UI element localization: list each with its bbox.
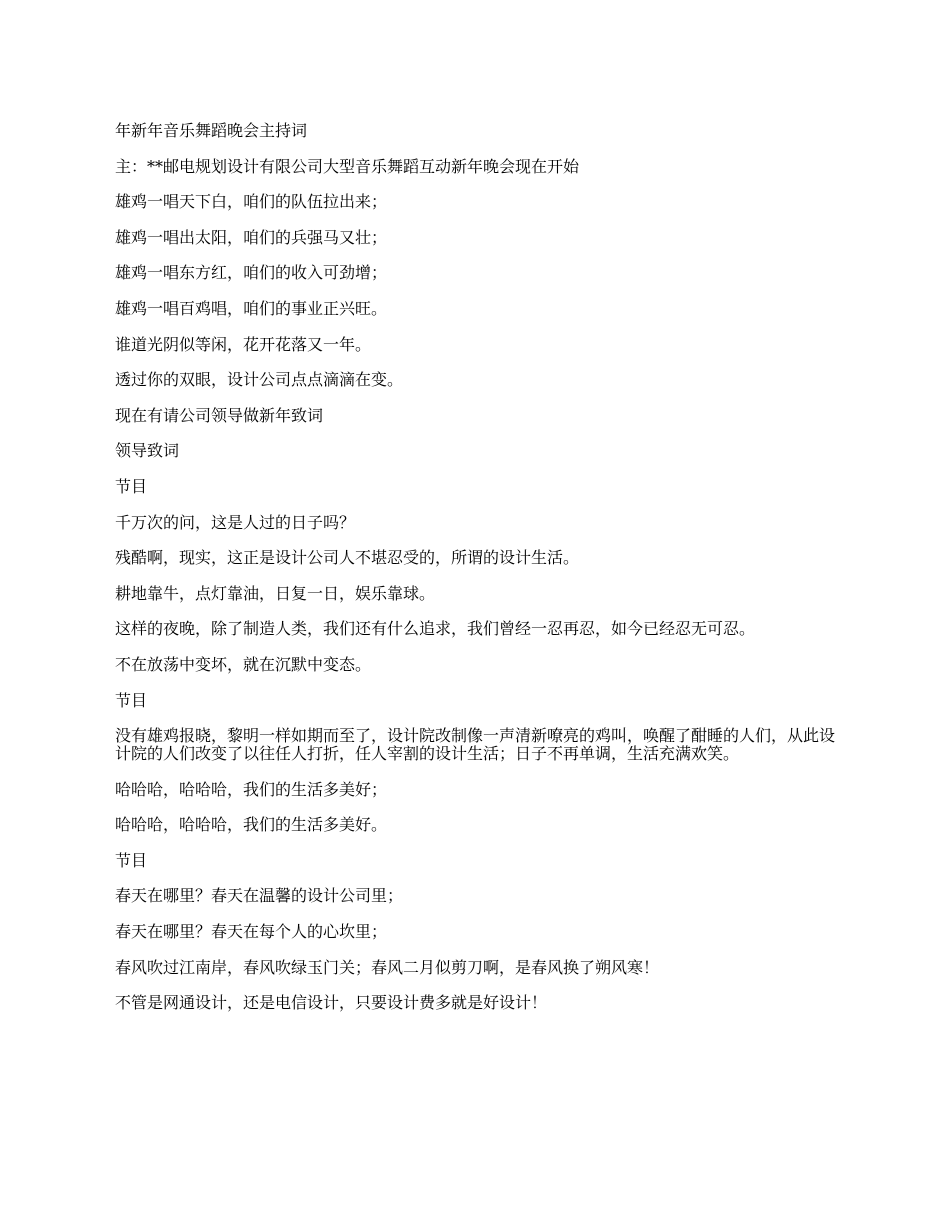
paragraph: 谁道光阴似等闲，花开花落又一年。 <box>115 334 372 354</box>
paragraph: 不在放荡中变坏，就在沉默中变态。 <box>115 654 372 674</box>
paragraph: 现在有请公司领导做新年致词 <box>115 405 324 425</box>
paragraph: 哈哈哈，哈哈哈，我们的生活多美好； <box>115 779 388 799</box>
paragraph: 透过你的双眼，设计公司点点滴滴在变。 <box>115 370 404 390</box>
paragraph: 春天在哪里？春天在每个人的心坎里； <box>115 922 388 942</box>
paragraph: 耕地靠牛，点灯靠油，日复一日，娱乐靠球。 <box>115 583 436 603</box>
paragraph: 这样的夜晚，除了制造人类，我们还有什么追求，我们曾经一忍再忍，如今已经忍无可忍。 <box>115 619 756 639</box>
paragraph: 哈哈哈，哈哈哈，我们的生活多美好。 <box>115 815 388 835</box>
section-label: 节目 <box>115 690 148 710</box>
paragraph: 领导致词 <box>115 441 180 461</box>
paragraph: 雄鸡一唱东方红，咱们的收入可劲增； <box>115 263 388 283</box>
paragraph: 春天在哪里？春天在温馨的设计公司里； <box>115 886 404 906</box>
document-title: 年新年音乐舞蹈晚会主持词 <box>115 121 308 140</box>
paragraph: 春风吹过江南岸，春风吹绿玉门关；春风二月似剪刀啊，是春风换了朔风寒！ <box>115 957 660 977</box>
paragraph: 雄鸡一唱出太阳，咱们的兵强马又壮； <box>115 227 388 247</box>
paragraph: 残酷啊，现实，这正是设计公司人不堪忍受的，所谓的设计生活。 <box>115 548 580 568</box>
paragraph: 千万次的问，这是人过的日子吗？ <box>115 512 356 532</box>
paragraph: 不管是网通设计，还是电信设计，只要设计费多就是好设计！ <box>115 993 548 1013</box>
section-label: 节目 <box>115 850 148 870</box>
paragraph: 没有雄鸡报晓，黎明一样如期而至了，设计院改制像一声清新嘹亮的鸡叫，唤醒了酣睡的人们，从此设计院的人们改变了以往任人打折，任人宰割的设计生活；日子不再单调，生活充满欢笑。 <box>115 726 836 764</box>
section-label: 节目 <box>115 476 148 496</box>
paragraph: 雄鸡一唱百鸡唱，咱们的事业正兴旺。 <box>115 298 388 318</box>
paragraph: 主：**邮电规划设计有限公司大型音乐舞蹈互动新年晚会现在开始 <box>115 156 580 176</box>
paragraph: 雄鸡一唱天下白，咱们的队伍拉出来； <box>115 192 388 212</box>
document-body <box>115 122 845 1030</box>
